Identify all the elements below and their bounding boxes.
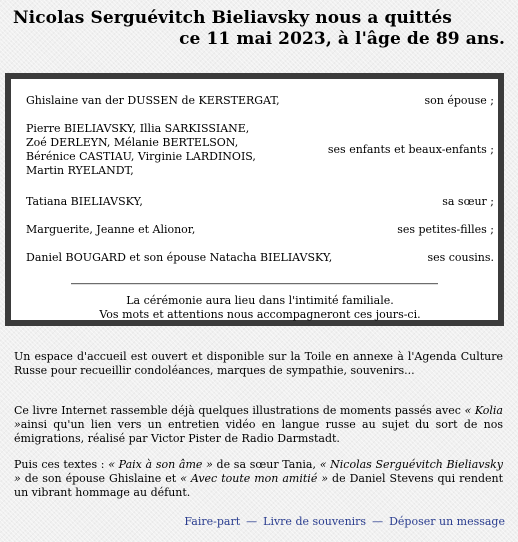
paragraph-text: de Daniel Stevens qui rendent un vibrant hommage au défunt. bbox=[14, 472, 504, 499]
family-row-children bbox=[26, 122, 494, 178]
footer-nav bbox=[184, 515, 505, 529]
paragraph-quote: « Kolia » bbox=[14, 404, 503, 431]
link-separator: — bbox=[372, 515, 384, 528]
announcement-frame bbox=[5, 73, 504, 326]
family-names bbox=[26, 122, 328, 178]
paragraph-text: Ce livre Internet rassemble déjà quelques illustrations de moments passés avec bbox=[14, 404, 465, 417]
link-separator: — bbox=[246, 515, 258, 528]
family-name-line: Daniel BOUGARD et son épouse Natacha BIELIAVSKY, bbox=[26, 251, 333, 264]
paragraph-book bbox=[14, 404, 503, 446]
family-name-line: Bérénice CASTIAU, Virginie LARDINOIS, bbox=[26, 150, 256, 163]
family-row-spouse bbox=[26, 94, 494, 108]
family-relation: ses enfants et beaux-enfants ; bbox=[327, 143, 494, 156]
family-relation: son épouse ; bbox=[424, 94, 494, 107]
link-deposer-un-message[interactable]: Déposer un message bbox=[389, 515, 505, 528]
title-line-2: ce 11 mai 2023, à l'âge de 89 ans. bbox=[179, 29, 505, 49]
paragraph-text: ainsi qu'un lien vers un entretien vidéo en langue russe au sujet du sort de nos émigrations, réalisé par Victor Pister de Radio Darmstadt. bbox=[14, 418, 503, 445]
page-title bbox=[13, 8, 505, 50]
paragraph-quote: « Nicolas Serguévitch Bieliavsky » bbox=[14, 458, 503, 485]
ceremony-notice bbox=[26, 294, 494, 322]
paragraph-guestbook: Un espace d'accueil est ouvert et disponible sur la Toile en annexe à l'Agenda Culture Russe pour recueillir condoléances, marques de sympathie, souvenirs... bbox=[14, 350, 503, 377]
paragraph-text: de son épouse Ghislaine et bbox=[20, 472, 181, 485]
family-relation: ses petites-filles ; bbox=[397, 223, 494, 236]
family-name-line: Ghislaine van der DUSSEN de KERSTERGAT, bbox=[26, 94, 280, 107]
family-name-line: Martin RYELANDT, bbox=[26, 164, 134, 177]
notice-divider bbox=[71, 283, 438, 285]
family-row-grandchildren bbox=[26, 223, 494, 237]
family-name-line: Pierre BIELIAVSKY, Illia SARKISSIANE, bbox=[26, 122, 250, 135]
link-livre-de-souvenirs[interactable]: Livre de souvenirs bbox=[263, 515, 367, 528]
paragraph-quote: « Paix à son âme » bbox=[108, 458, 213, 471]
paragraph-quote: « Avec toute mon amitié » bbox=[180, 472, 329, 485]
family-names bbox=[26, 251, 427, 265]
family-row-sister bbox=[26, 195, 494, 209]
family-names bbox=[26, 195, 442, 209]
family-row-cousins bbox=[26, 251, 494, 265]
family-names bbox=[26, 94, 425, 108]
family-name-line: Marguerite, Jeanne et Alionor, bbox=[26, 223, 196, 236]
family-names bbox=[26, 223, 397, 237]
link-faire-part[interactable]: Faire-part bbox=[184, 515, 241, 528]
title-line-1: Nicolas Serguévitch Bieliavsky nous a quittés bbox=[13, 8, 452, 28]
ceremony-line-1: La cérémonie aura lieu dans l'intimité familiale. bbox=[126, 294, 394, 307]
family-relation: ses cousins. bbox=[427, 251, 494, 264]
ceremony-line-2: Vos mots et attentions nous accompagneront ces jours-ci. bbox=[99, 308, 421, 321]
family-name-line: Tatiana BIELIAVSKY, bbox=[26, 195, 143, 208]
paragraph-text: Puis ces textes : bbox=[14, 458, 109, 471]
paragraph-texts bbox=[14, 458, 503, 500]
paragraph-text: de sa sœur Tania, bbox=[212, 458, 320, 471]
family-name-line: Zoé DERLEYN, Mélanie BERTELSON, bbox=[26, 136, 239, 149]
family-relation: sa sœur ; bbox=[442, 195, 494, 208]
